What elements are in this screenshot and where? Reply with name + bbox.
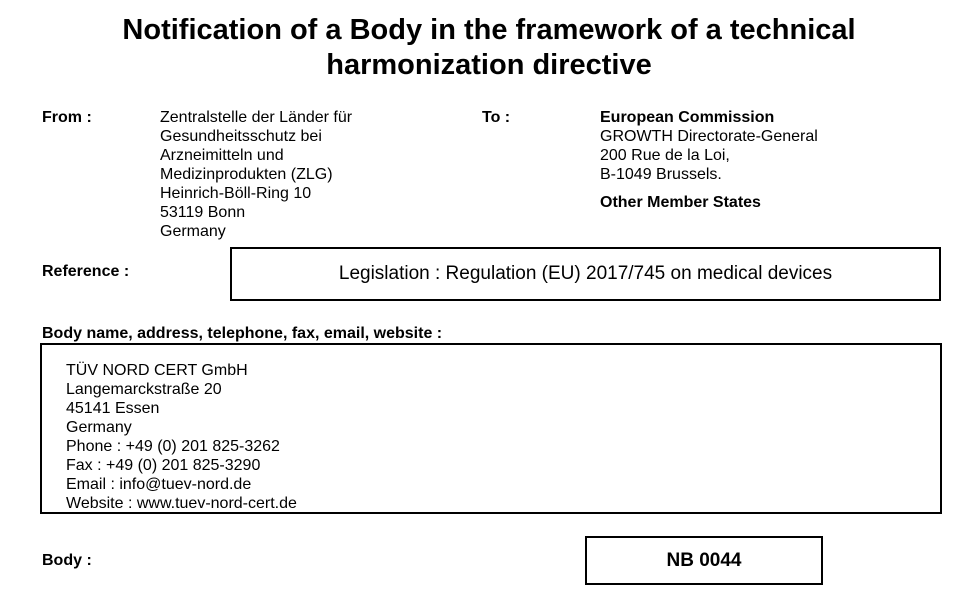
body-details-box [40,343,942,514]
to-line: B-1049 Brussels. [600,166,722,183]
from-line: Heinrich-Böll-Ring 10 [160,185,312,202]
to-address [600,108,818,212]
body-details-label: Body name, address, telephone, fax, email, website : [42,325,443,342]
body-label: Body : [42,552,92,569]
body-website: Website : www.tuev-nord-cert.de [66,495,297,512]
to-other-member-states: Other Member States [600,194,761,211]
to-label: To : [482,109,511,126]
from-line: Germany [160,223,226,240]
body-country: Germany [66,419,132,436]
reference-value: Legislation : Regulation (EU) 2017/745 on medical devices [338,263,833,284]
from-line: Zentralstelle der Länder für [160,109,353,126]
to-line: 200 Rue de la Loi, [600,147,730,164]
body-number-box [585,536,823,585]
from-label: From : [42,109,92,126]
from-line: 53119 Bonn [160,204,246,221]
body-name: TÜV NORD CERT GmbH [66,362,248,379]
body-details-lines [66,361,297,513]
reference-label: Reference : [42,263,130,280]
body-number: NB 0044 [666,549,742,571]
reference-box [230,247,941,301]
from-address [160,108,352,241]
document-title [0,13,978,83]
body-city: 45141 Essen [66,400,160,417]
to-recipient: European Commission [600,109,775,126]
from-line: Medizinprodukten (ZLG) [160,166,333,183]
body-fax: Fax : +49 (0) 201 825-3290 [66,457,261,474]
body-email: Email : info@tuev-nord.de [66,476,252,493]
title-line-2: harmonization directive [326,49,652,81]
to-line: GROWTH Directorate-General [600,128,818,145]
title-line-1: Notification of a Body in the framework of a technical [122,14,856,46]
from-line: Gesundheitsschutz bei [160,128,322,145]
body-phone: Phone : +49 (0) 201 825-3262 [66,438,280,455]
from-line: Arzneimitteln und [160,147,284,164]
body-street: Langemarckstraße 20 [66,381,222,398]
